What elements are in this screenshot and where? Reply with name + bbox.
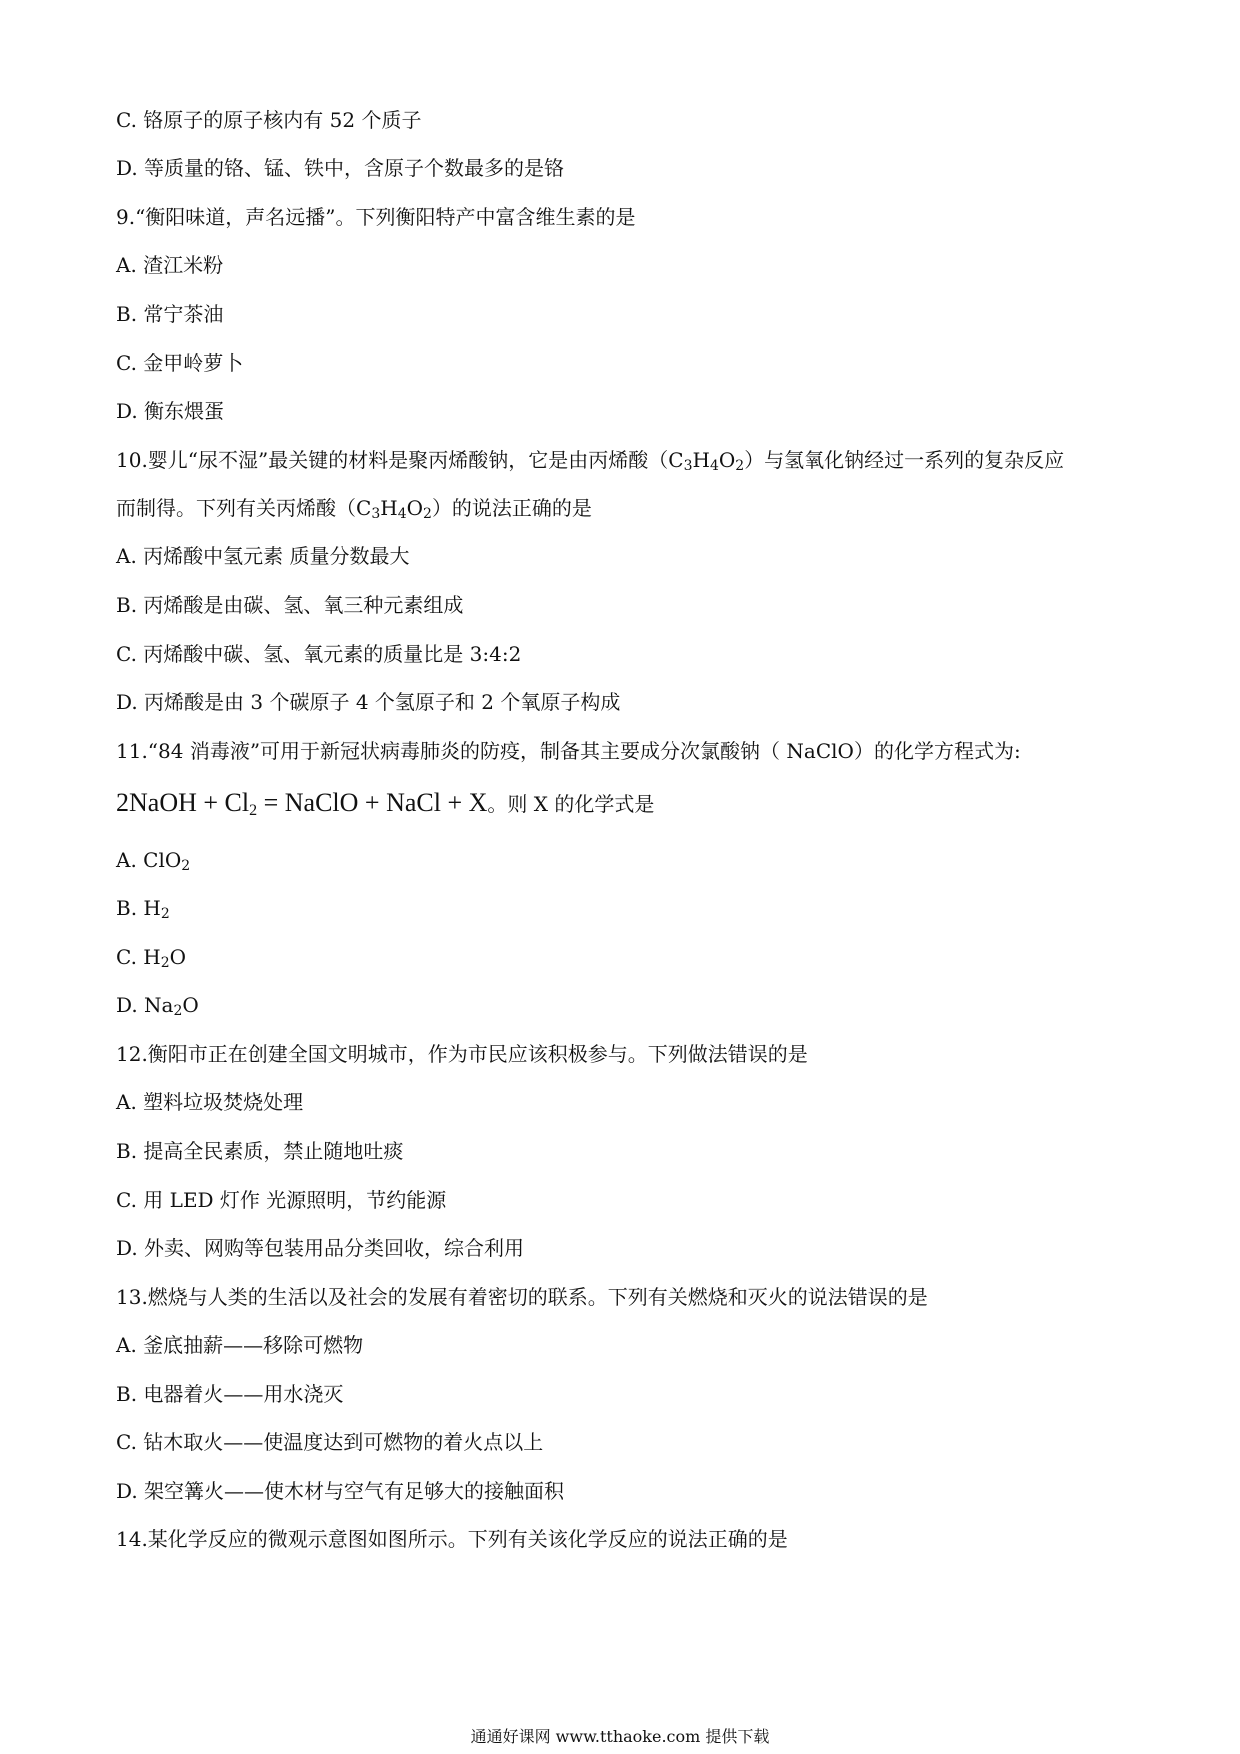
q12-option-d: D. 外卖、网购等包装用品分类回收，综合利用 xyxy=(116,1236,525,1260)
q9-option-c: C. 金甲岭萝卜 xyxy=(116,351,244,375)
q9-stem: 9.“衡阳味道，声名远播”。下列衡阳特产中富含维生素的是 xyxy=(116,205,636,229)
footer-source: 通通好课网 www.tthaoke.com 提供下载 xyxy=(470,1727,770,1746)
q10-stem-line-2: 而制得。下列有关丙烯酸（C3H4O2）的说法正确的是 xyxy=(116,496,592,522)
q10-option-c: C. 丙烯酸中碳、氢、氧元素的质量比是 3:4:2 xyxy=(116,642,522,666)
q13-option-c: C. 钻木取火——使温度达到可燃物的着火点以上 xyxy=(116,1430,544,1454)
q8-option-c: C. 铬原子的原子核内有 52 个质子 xyxy=(116,108,422,132)
q8-option-d: D. 等质量的铬、锰、铁中，含原子个数最多的是铬 xyxy=(116,156,565,180)
q10-option-b: B. 丙烯酸是由碳、氢、氧三种元素组成 xyxy=(116,593,464,617)
q10-stem-line-1: 10.婴儿“尿不湿”最关键的材料是聚丙烯酸钠，它是由丙烯酸（C3H4O2）与氢氧化钠经过一系列的复杂反应 xyxy=(116,448,1065,474)
q11-equation: 2NaOH + $Cl_2$ = NaClO + NaCl + X。则 X 的化学式是 xyxy=(116,788,655,819)
q9-option-d: D. 衡东煨蛋 xyxy=(116,399,225,423)
q11-option-c: C. H2O xyxy=(116,945,187,971)
q12-option-c: C. 用 LED 灯作 光源照明，节约能源 xyxy=(116,1188,447,1212)
q12-option-b: B. 提高全民素质，禁止随地吐痰 xyxy=(116,1139,404,1163)
q12-option-a: A. 塑料垃圾焚烧处理 xyxy=(116,1090,304,1114)
q9-option-a: A. 渣江米粉 xyxy=(116,253,224,277)
q10-option-d: D. 丙烯酸是由 3 个碳原子 4 个氢原子和 2 个氧原子构成 xyxy=(116,690,621,714)
q11-stem: 11.“84 消毒液”可用于新冠状病毒肺炎的防疫，制备其主要成分次氯酸钠（ NaClO）的化学方程式为: xyxy=(116,739,1021,763)
q11-option-a: A. ClO2 xyxy=(116,848,191,874)
q13-option-b: B. 电器着火——用水浇灭 xyxy=(116,1382,344,1406)
q11-option-b: B. H2 xyxy=(116,896,170,922)
q14-stem: 14.某化学反应的微观示意图如图所示。下列有关该化学反应的说法正确的是 xyxy=(116,1527,788,1551)
q10-option-a: A. 丙烯酸中氢元素 质量分数最大 xyxy=(116,544,410,568)
q13-option-a: A. 釜底抽薪——移除可燃物 xyxy=(116,1333,364,1357)
q13-option-d: D. 架空篝火——使木材与空气有足够大的接触面积 xyxy=(116,1479,565,1503)
q11-option-d: D. Na2O xyxy=(116,993,199,1019)
q13-stem: 13.燃烧与人类的生活以及社会的发展有着密切的联系。下列有关燃烧和灭火的说法错误的是 xyxy=(116,1285,928,1309)
q9-option-b: B. 常宁茶油 xyxy=(116,302,224,326)
q12-stem: 12.衡阳市正在创建全国文明城市，作为市民应该积极参与。下列做法错误的是 xyxy=(116,1042,808,1066)
